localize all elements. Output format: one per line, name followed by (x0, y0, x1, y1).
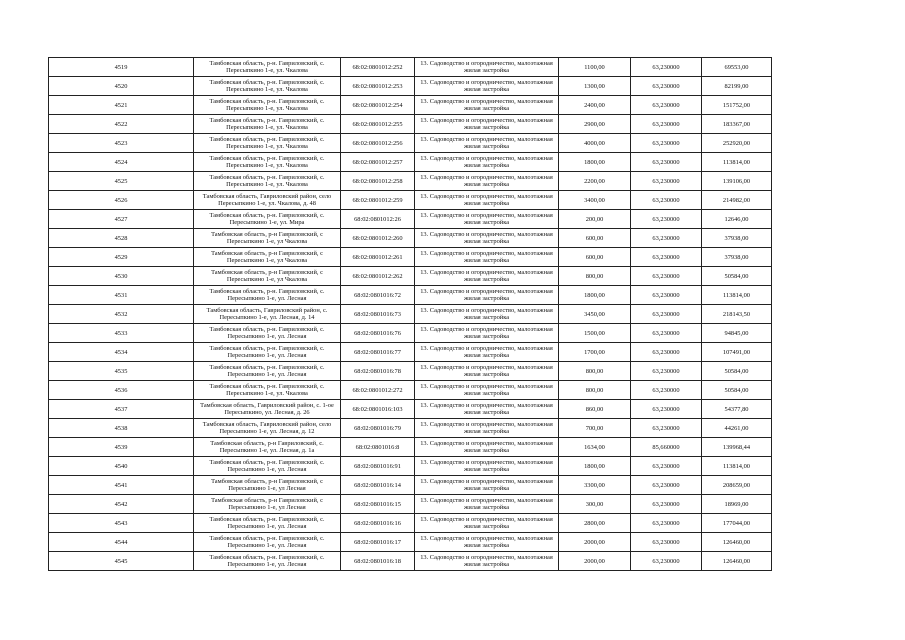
cadastral-number-cell: 68:02:0801016:72 (341, 286, 415, 305)
cadastral-number-cell: 68:02:0801016:18 (341, 552, 415, 571)
row-number-cell: 4541 (49, 476, 194, 495)
specific-value-cell: 63,230000 (631, 324, 702, 343)
address-cell: Тамбовская область, р-н Гавриловский, с Пересыпкино 1-е, ул Чкалова (194, 229, 341, 248)
table-row (49, 400, 772, 419)
cadastral-value-cell: 37938,00 (702, 229, 772, 248)
area-cell: 2000,00 (559, 533, 631, 552)
address-cell: Тамбовская область, р-н. Гавриловский, с. Пересыпкино 1-е, ул. Лесная (194, 343, 341, 362)
land-use-cell: 13. Садоводство и огородничество, малоэтажная жилая застройка (415, 438, 559, 457)
land-use-cell: 13. Садоводство и огородничество, малоэтажная жилая застройка (415, 533, 559, 552)
cadastral-value-cell: 44261,00 (702, 419, 772, 438)
address-cell: Тамбовская область, р-н. Гавриловский, с. Пересыпкино 1-е, ул. Чкалова (194, 172, 341, 191)
cadastral-number-cell: 68:02:0801012:260 (341, 229, 415, 248)
address-cell: Тамбовская область, р-н. Гавриловский, с. Пересыпкино 1-е, ул. Лесная (194, 533, 341, 552)
land-use-cell: 13. Садоводство и огородничество, малоэтажная жилая застройка (415, 476, 559, 495)
area-cell: 2200,00 (559, 172, 631, 191)
row-number-cell: 4540 (49, 457, 194, 476)
cadastral-value-cell: 139106,00 (702, 172, 772, 191)
area-cell: 1100,00 (559, 58, 631, 77)
land-use-cell: 13. Садоводство и огородничество, малоэтажная жилая застройка (415, 58, 559, 77)
cadastral-number-cell: 68:02:0801012:252 (341, 58, 415, 77)
area-cell: 800,00 (559, 267, 631, 286)
cadastral-number-cell: 68:02:0801012:256 (341, 134, 415, 153)
land-use-cell: 13. Садоводство и огородничество, малоэтажная жилая застройка (415, 248, 559, 267)
table-row (49, 229, 772, 248)
specific-value-cell: 85,660000 (631, 438, 702, 457)
specific-value-cell: 63,230000 (631, 552, 702, 571)
cadastral-value-cell: 94845,00 (702, 324, 772, 343)
cadastral-value-cell: 126460,00 (702, 552, 772, 571)
row-number-cell: 4525 (49, 172, 194, 191)
specific-value-cell: 63,230000 (631, 134, 702, 153)
land-use-cell: 13. Садоводство и огородничество, малоэтажная жилая застройка (415, 457, 559, 476)
cadastral-value-cell: 214982,00 (702, 191, 772, 210)
area-cell: 2400,00 (559, 96, 631, 115)
land-use-cell: 13. Садоводство и огородничество, малоэтажная жилая застройка (415, 172, 559, 191)
row-number-cell: 4545 (49, 552, 194, 571)
specific-value-cell: 63,230000 (631, 286, 702, 305)
area-cell: 1800,00 (559, 153, 631, 172)
cadastral-number-cell: 68:02:0801012:261 (341, 248, 415, 267)
area-cell: 3300,00 (559, 476, 631, 495)
table-row (49, 362, 772, 381)
row-number-cell: 4529 (49, 248, 194, 267)
row-number-cell: 4539 (49, 438, 194, 457)
address-cell: Тамбовская область, р-н Гавриловский, с Пересыпкино 1-е, ул Лесная (194, 495, 341, 514)
address-cell: Тамбовская область, р-н Гавриловский, с Пересыпкино 1-е, ул Чкалова (194, 248, 341, 267)
area-cell: 1700,00 (559, 343, 631, 362)
cadastral-value-cell: 151752,00 (702, 96, 772, 115)
table-row (49, 419, 772, 438)
cadastral-number-cell: 68:02:0801012:255 (341, 115, 415, 134)
table-row (49, 77, 772, 96)
specific-value-cell: 63,230000 (631, 362, 702, 381)
table-row (49, 438, 772, 457)
area-cell: 800,00 (559, 362, 631, 381)
cadastral-number-cell: 68:02:0801012:259 (341, 191, 415, 210)
land-use-cell: 13. Садоводство и огородничество, малоэтажная жилая застройка (415, 419, 559, 438)
table-row (49, 286, 772, 305)
specific-value-cell: 63,230000 (631, 305, 702, 324)
address-cell: Тамбовская область, р-н. Гавриловский, с. Пересыпкино 1-е, ул. Лесная (194, 286, 341, 305)
row-number-cell: 4542 (49, 495, 194, 514)
specific-value-cell: 63,230000 (631, 172, 702, 191)
area-cell: 3400,00 (559, 191, 631, 210)
cadastral-number-cell: 68:02:0801012:26 (341, 210, 415, 229)
table-row (49, 191, 772, 210)
address-cell: Тамбовская область, р-н. Гавриловский, с. Пересыпкино 1-е, ул. Чкалова (194, 77, 341, 96)
cadastral-number-cell: 68:02:0801012:253 (341, 77, 415, 96)
table-body (49, 58, 772, 571)
address-cell: Тамбовская область, р-н. Гавриловский, с. Пересыпкино 1-е, ул. Чкалова (194, 115, 341, 134)
specific-value-cell: 63,230000 (631, 153, 702, 172)
row-number-cell: 4528 (49, 229, 194, 248)
specific-value-cell: 63,230000 (631, 248, 702, 267)
table-row (49, 96, 772, 115)
row-number-cell: 4527 (49, 210, 194, 229)
address-cell: Тамбовская область, р-н. Гавриловский, с. Пересыпкино 1-е, ул. Лесная (194, 324, 341, 343)
address-cell: Тамбовская область, Гавриловский район, с. 1-ое Пересыпкино, ул. Лесная, д. 26 (194, 400, 341, 419)
cadastral-number-cell: 68:02:0801016:79 (341, 419, 415, 438)
land-use-cell: 13. Садоводство и огородничество, малоэтажная жилая застройка (415, 514, 559, 533)
address-cell: Тамбовская область, р-н. Гавриловский, с. Пересыпкино 1-е, ул. Лесная (194, 552, 341, 571)
land-use-cell: 13. Садоводство и огородничество, малоэтажная жилая застройка (415, 210, 559, 229)
table-row (49, 153, 772, 172)
land-use-cell: 13. Садоводство и огородничество, малоэтажная жилая застройка (415, 115, 559, 134)
table-row (49, 381, 772, 400)
cadastral-value-cell: 126460,00 (702, 533, 772, 552)
land-use-cell: 13. Садоводство и огородничество, малоэтажная жилая застройка (415, 343, 559, 362)
land-use-cell: 13. Садоводство и огородничество, малоэтажная жилая застройка (415, 552, 559, 571)
cadastral-number-cell: 68:02:0801012:254 (341, 96, 415, 115)
table-row (49, 172, 772, 191)
area-cell: 800,00 (559, 381, 631, 400)
cadastral-number-cell: 68:02:0801012:258 (341, 172, 415, 191)
cadastral-value-cell: 54377,80 (702, 400, 772, 419)
row-number-cell: 4519 (49, 58, 194, 77)
land-use-cell: 13. Садоводство и огородничество, малоэтажная жилая застройка (415, 153, 559, 172)
address-cell: Тамбовская область, р-н. Гавриловский, с. Пересыпкино 1-е, ул. Мира (194, 210, 341, 229)
land-use-cell: 13. Садоводство и огородничество, малоэтажная жилая застройка (415, 267, 559, 286)
specific-value-cell: 63,230000 (631, 96, 702, 115)
row-number-cell: 4531 (49, 286, 194, 305)
land-use-cell: 13. Садоводство и огородничество, малоэтажная жилая застройка (415, 324, 559, 343)
table-row (49, 514, 772, 533)
address-cell: Тамбовская область, р-н. Гавриловский, с. Пересыпкино 1-е, ул. Чкалова (194, 58, 341, 77)
row-number-cell: 4538 (49, 419, 194, 438)
cadastral-number-cell: 68:02:0801012:257 (341, 153, 415, 172)
address-cell: Тамбовская область, р-н. Гавриловский, с. Пересыпкино 1-е, ул. Чкалова (194, 153, 341, 172)
row-number-cell: 4524 (49, 153, 194, 172)
land-use-cell: 13. Садоводство и огородничество, малоэтажная жилая застройка (415, 134, 559, 153)
row-number-cell: 4537 (49, 400, 194, 419)
area-cell: 2000,00 (559, 552, 631, 571)
address-cell: Тамбовская область, р-н Гавриловский, с Пересыпкино 1-е, ул Чкалова (194, 267, 341, 286)
cadastral-number-cell: 68:02:0801016:77 (341, 343, 415, 362)
area-cell: 3450,00 (559, 305, 631, 324)
address-cell: Тамбовская область, Гавриловский район, село Пересыпкино 1-е, ул. Чкалова, д. 48 (194, 191, 341, 210)
address-cell: Тамбовская область, р-н Гавриловский, с Пересыпкино 1-е, ул Лесная (194, 476, 341, 495)
area-cell: 2900,00 (559, 115, 631, 134)
specific-value-cell: 63,230000 (631, 267, 702, 286)
table-row (49, 305, 772, 324)
cadastral-number-cell: 68:02:0801012:272 (341, 381, 415, 400)
row-number-cell: 4533 (49, 324, 194, 343)
area-cell: 1800,00 (559, 457, 631, 476)
cadastral-value-cell: 113814,00 (702, 153, 772, 172)
row-number-cell: 4523 (49, 134, 194, 153)
cadastral-value-cell: 69553,00 (702, 58, 772, 77)
table-row (49, 476, 772, 495)
cadastral-value-cell: 183367,00 (702, 115, 772, 134)
specific-value-cell: 63,230000 (631, 419, 702, 438)
specific-value-cell: 63,230000 (631, 400, 702, 419)
cadastral-number-cell: 68:02:0801016:16 (341, 514, 415, 533)
row-number-cell: 4530 (49, 267, 194, 286)
specific-value-cell: 63,230000 (631, 457, 702, 476)
table-row (49, 343, 772, 362)
table-row (49, 58, 772, 77)
row-number-cell: 4544 (49, 533, 194, 552)
row-number-cell: 4534 (49, 343, 194, 362)
cadastral-value-cell: 208659,00 (702, 476, 772, 495)
land-use-cell: 13. Садоводство и огородничество, малоэтажная жилая застройка (415, 495, 559, 514)
area-cell: 300,00 (559, 495, 631, 514)
cadastral-value-cell: 37938,00 (702, 248, 772, 267)
address-cell: Тамбовская область, р-н. Гавриловский, с. Пересыпкино 1-е, ул. Чкалова (194, 96, 341, 115)
cadastral-number-cell: 68:02:0801016:103 (341, 400, 415, 419)
row-number-cell: 4535 (49, 362, 194, 381)
table-row (49, 248, 772, 267)
specific-value-cell: 63,230000 (631, 533, 702, 552)
area-cell: 600,00 (559, 229, 631, 248)
cadastral-number-cell: 68:02:0801016:91 (341, 457, 415, 476)
table-row (49, 324, 772, 343)
land-use-cell: 13. Садоводство и огородничество, малоэтажная жилая застройка (415, 381, 559, 400)
land-valuation-table (48, 57, 772, 571)
table-row (49, 533, 772, 552)
cadastral-number-cell: 68:02:0801016:76 (341, 324, 415, 343)
table-row (49, 210, 772, 229)
address-cell: Тамбовская область, р-н. Гавриловский, с. Пересыпкино 1-е, ул. Лесная (194, 514, 341, 533)
address-cell: Тамбовская область, р-н. Гавриловский, с. Пересыпкино 1-е, ул. Чкалова (194, 134, 341, 153)
address-cell: Тамбовская область, р-н. Гавриловский, с. Пересыпкино 1-е, ул. Лесная (194, 362, 341, 381)
area-cell: 4000,00 (559, 134, 631, 153)
cadastral-value-cell: 113814,00 (702, 286, 772, 305)
land-use-cell: 13. Садоводство и огородничество, малоэтажная жилая застройка (415, 191, 559, 210)
table-row (49, 495, 772, 514)
specific-value-cell: 63,230000 (631, 476, 702, 495)
specific-value-cell: 63,230000 (631, 58, 702, 77)
specific-value-cell: 63,230000 (631, 191, 702, 210)
row-number-cell: 4532 (49, 305, 194, 324)
cadastral-number-cell: 68:02:0801012:262 (341, 267, 415, 286)
specific-value-cell: 63,230000 (631, 115, 702, 134)
cadastral-value-cell: 107491,00 (702, 343, 772, 362)
table-row (49, 267, 772, 286)
table-row (49, 115, 772, 134)
cadastral-number-cell: 68:02:0801016:78 (341, 362, 415, 381)
area-cell: 700,00 (559, 419, 631, 438)
specific-value-cell: 63,230000 (631, 210, 702, 229)
land-use-cell: 13. Садоводство и огородничество, малоэтажная жилая застройка (415, 400, 559, 419)
row-number-cell: 4520 (49, 77, 194, 96)
cadastral-value-cell: 139968,44 (702, 438, 772, 457)
specific-value-cell: 63,230000 (631, 229, 702, 248)
cadastral-value-cell: 50584,00 (702, 267, 772, 286)
land-use-cell: 13. Садоводство и огородничество, малоэтажная жилая застройка (415, 286, 559, 305)
cadastral-value-cell: 18969,00 (702, 495, 772, 514)
address-cell: Тамбовская область, р-н. Гавриловский, с. Пересыпкино 1-е, ул. Чкалова (194, 381, 341, 400)
cadastral-value-cell: 82199,00 (702, 77, 772, 96)
land-use-cell: 13. Садоводство и огородничество, малоэтажная жилая застройка (415, 305, 559, 324)
cadastral-number-cell: 68:02:0801016:73 (341, 305, 415, 324)
cadastral-value-cell: 50584,00 (702, 362, 772, 381)
specific-value-cell: 63,230000 (631, 495, 702, 514)
area-cell: 1500,00 (559, 324, 631, 343)
cadastral-number-cell: 68:02:0801016:15 (341, 495, 415, 514)
table-row (49, 457, 772, 476)
area-cell: 1300,00 (559, 77, 631, 96)
cadastral-number-cell: 68:02:0801016:17 (341, 533, 415, 552)
table-row (49, 134, 772, 153)
specific-value-cell: 63,230000 (631, 343, 702, 362)
address-cell: Тамбовская область, р-н. Гавриловский, с. Пересыпкино 1-е, ул. Лесная (194, 457, 341, 476)
row-number-cell: 4526 (49, 191, 194, 210)
land-use-cell: 13. Садоводство и огородничество, малоэтажная жилая застройка (415, 362, 559, 381)
cadastral-value-cell: 177044,00 (702, 514, 772, 533)
table-row (49, 552, 772, 571)
area-cell: 200,00 (559, 210, 631, 229)
row-number-cell: 4521 (49, 96, 194, 115)
cadastral-value-cell: 50584,00 (702, 381, 772, 400)
area-cell: 2800,00 (559, 514, 631, 533)
cadastral-value-cell: 252920,00 (702, 134, 772, 153)
cadastral-number-cell: 68:02:0801016:14 (341, 476, 415, 495)
cadastral-value-cell: 218143,50 (702, 305, 772, 324)
area-cell: 600,00 (559, 248, 631, 267)
row-number-cell: 4536 (49, 381, 194, 400)
row-number-cell: 4522 (49, 115, 194, 134)
specific-value-cell: 63,230000 (631, 514, 702, 533)
address-cell: Тамбовская область, Гавриловский район, село Пересыпкино 1-е, ул. Лесная, д. 12 (194, 419, 341, 438)
specific-value-cell: 63,230000 (631, 77, 702, 96)
address-cell: Тамбовская область, Гавриловский район, с. Пересыпкино 1-е, ул. Лесная, д. 14 (194, 305, 341, 324)
area-cell: 1634,00 (559, 438, 631, 457)
land-use-cell: 13. Садоводство и огородничество, малоэтажная жилая застройка (415, 229, 559, 248)
cadastral-number-cell: 68:02:0801016:8 (341, 438, 415, 457)
address-cell: Тамбовская область, р-н Гавриловский, с. Пересыпкино 1-е, ул. Лесная, д. 1а (194, 438, 341, 457)
specific-value-cell: 63,230000 (631, 381, 702, 400)
area-cell: 860,00 (559, 400, 631, 419)
cadastral-value-cell: 113814,00 (702, 457, 772, 476)
cadastral-value-cell: 12646,00 (702, 210, 772, 229)
land-use-cell: 13. Садоводство и огородничество, малоэтажная жилая застройка (415, 96, 559, 115)
row-number-cell: 4543 (49, 514, 194, 533)
area-cell: 1800,00 (559, 286, 631, 305)
land-use-cell: 13. Садоводство и огородничество, малоэтажная жилая застройка (415, 77, 559, 96)
